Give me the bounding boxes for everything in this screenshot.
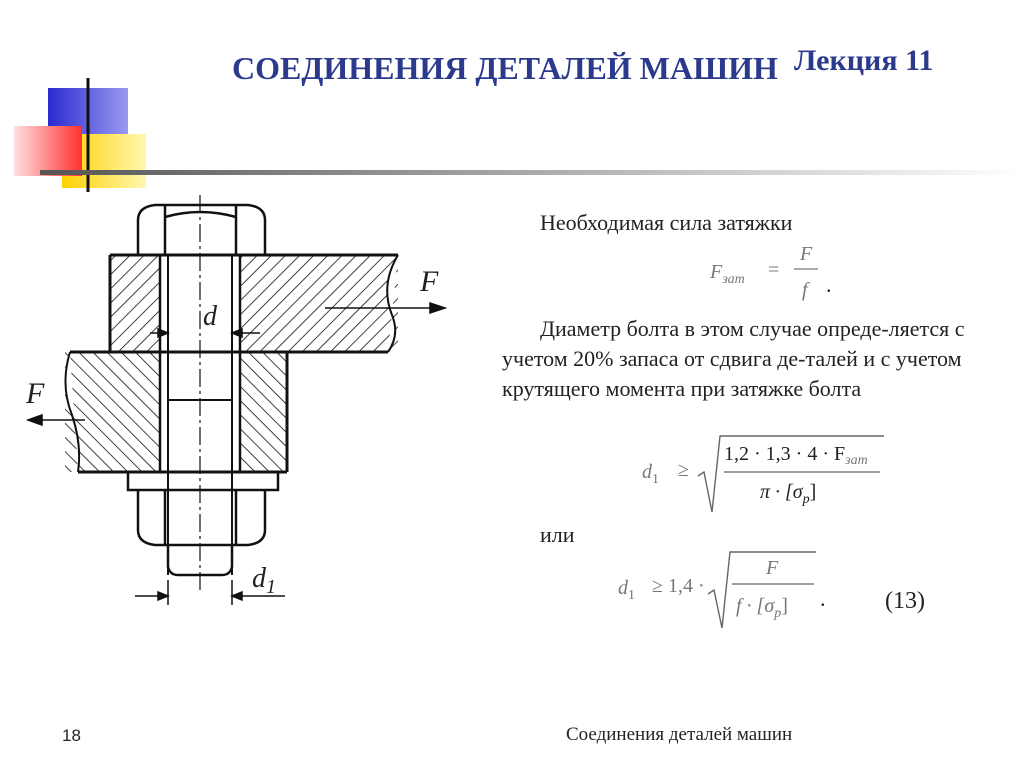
svg-text:=: = — [768, 259, 780, 281]
svg-text:d1: $d_1$ — [642, 461, 659, 487]
formula-d1-simplified — [616, 548, 852, 632]
paragraph-tightening-force: Необходимая сила затяжки — [540, 210, 793, 235]
svg-text:f: f — [802, 279, 808, 301]
svg-text:F: F — [800, 243, 813, 265]
force-label-left: F — [26, 377, 45, 410]
header-decoration — [0, 0, 1024, 200]
svg-text:F: F — [766, 557, 779, 579]
equation-number: (13) — [885, 588, 925, 614]
svg-text:Fзат: $F_{зат}$ — [710, 261, 745, 287]
paragraph-bolt-diameter: Диаметр болта в этом случае опреде-ляется с учетом 20% запаса от сдвига де-талей и с учетом крутящего момента при затяжке болта — [502, 316, 965, 401]
svg-text:f · [σр]: $f \cdot [\sigma_р]$ — [736, 595, 788, 621]
lower-plate — [65, 352, 287, 472]
horizontal-rule — [40, 170, 1024, 175]
svg-text:1,2 · 1,3 · 4 · Fзат: $1,2 \cdot 1,3 \cdot 4 \cdot F_{зат}$ — [724, 443, 868, 468]
paragraph-or: или — [540, 522, 575, 547]
bolt-head — [138, 205, 265, 255]
slide-number: 18 — [62, 726, 81, 745]
svg-text:.: . — [820, 586, 826, 611]
upper-plate — [110, 255, 398, 352]
svg-text:π · [σр]: $\pi \cdot [\sigma_р]$ — [760, 481, 817, 507]
svg-text:.: . — [826, 272, 832, 297]
formula-d1-general — [640, 432, 890, 516]
lecture-label: Лекция 11 — [794, 44, 934, 77]
svg-text:≥: ≥ — [678, 459, 689, 481]
dimension-d-label: d — [203, 301, 217, 332]
formula-tightening-force — [708, 240, 848, 304]
slide-title: СОЕДИНЕНИЯ ДЕТАЛЕЙ МАШИН — [232, 50, 778, 86]
force-label-top: F — [420, 265, 439, 298]
washer-nut — [128, 472, 278, 575]
red-square — [14, 126, 82, 176]
svg-text:≥ 1,4 ·: ≥ 1,4 · — [652, 575, 705, 597]
svg-text:d1: $d_1$ — [618, 577, 635, 603]
dimension-d1-label: $d_1$ — [252, 563, 276, 598]
footer-title: Соединения деталей машин — [566, 724, 793, 745]
bolt-joint-drawing — [20, 195, 460, 615]
